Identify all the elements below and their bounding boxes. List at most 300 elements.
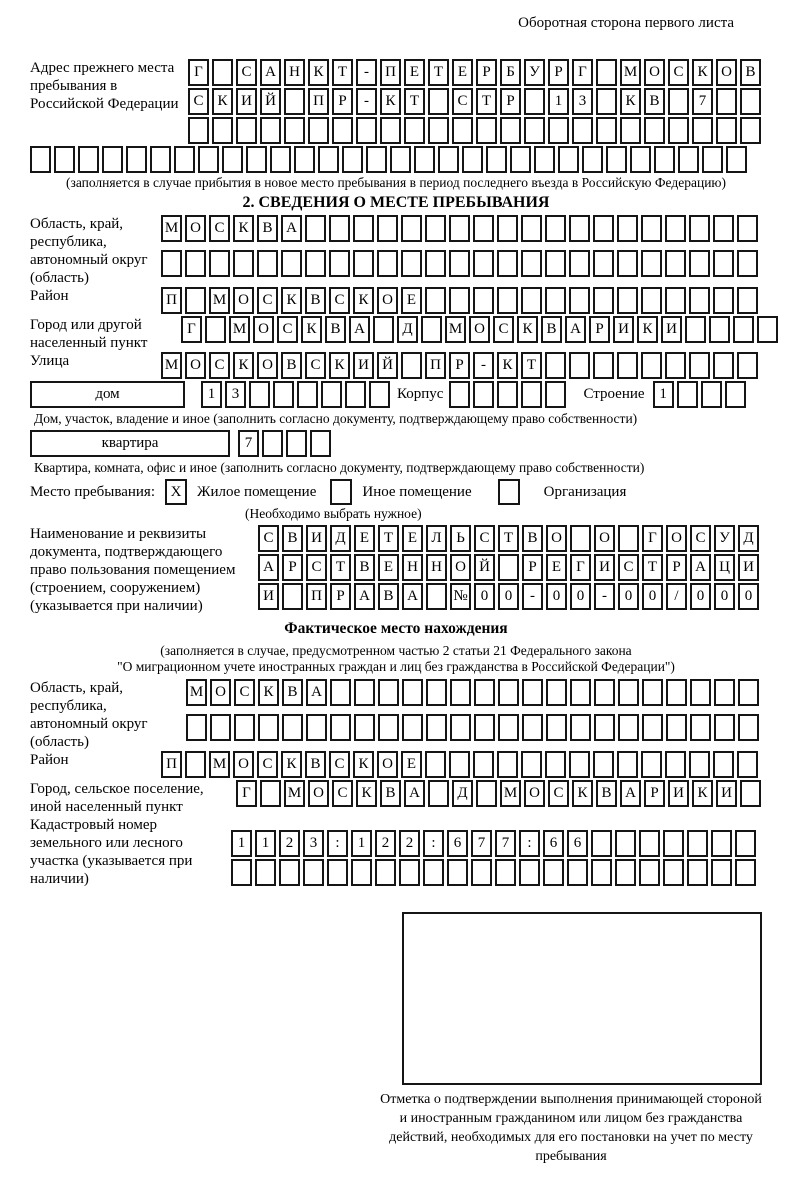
char-box [447,859,468,886]
char-box [678,146,699,173]
char-box [305,215,326,242]
char-box [332,117,353,144]
mesto-prebyvaniya-row [30,479,762,505]
char-box [351,859,372,886]
char-box-row [188,117,764,144]
s2-dom-row [30,381,762,410]
char-box [716,117,737,144]
char-box: 1 [653,381,674,408]
char-box [473,215,494,242]
char-box [690,679,711,706]
char-box [303,859,324,886]
char-box [497,381,518,408]
char-box [687,859,708,886]
char-box [473,381,494,408]
kvartira-type-box: квартира [30,430,230,457]
char-box: К [497,352,518,379]
char-box: С [329,287,350,314]
char-box: О [524,780,545,807]
char-box [497,287,518,314]
char-box: : [519,830,540,857]
char-box: К [233,352,254,379]
char-box: И [613,316,634,343]
char-box: Е [378,554,399,581]
char-box [725,381,746,408]
char-box [709,316,730,343]
char-box: Т [428,59,449,86]
char-box: С [306,554,327,581]
char-box: О [716,59,737,86]
char-box [641,250,662,277]
stroenie-label: Строение [583,386,645,402]
char-box: О [594,525,615,552]
char-box: А [620,780,641,807]
s2-kvartira-row [30,430,762,459]
char-box [668,88,689,115]
char-box [740,117,761,144]
char-box [329,250,350,277]
char-box [713,751,734,778]
char-box [366,146,387,173]
document-boxes [258,525,762,612]
char-box [321,381,342,408]
char-box: В [522,525,543,552]
char-box [716,88,737,115]
char-box [630,146,651,173]
char-box [126,146,147,173]
char-box [282,583,303,610]
zhiloe-checkbox: X [165,479,187,505]
char-box: № [450,583,471,610]
char-box [546,679,567,706]
zhiloe-label: Жилое помещение [197,484,317,500]
char-box [450,679,471,706]
char-box: К [692,59,713,86]
char-box [690,714,711,741]
char-box: Р [330,583,351,610]
char-box [210,714,231,741]
char-box [327,859,348,886]
char-box [615,859,636,886]
char-box [102,146,123,173]
char-box [569,250,590,277]
fact-oblast-row [30,679,762,751]
char-box: И [258,583,279,610]
char-box [428,780,449,807]
char-box: Р [589,316,610,343]
char-box: Т [404,88,425,115]
char-box [596,59,617,86]
char-box: С [668,59,689,86]
char-box: М [161,215,182,242]
org-label: Организация [543,484,627,500]
char-box [330,714,351,741]
char-box: О [233,287,254,314]
char-box: В [325,316,346,343]
char-box: Е [354,525,375,552]
char-box: - [594,583,615,610]
char-box: О [546,525,567,552]
char-box: В [378,583,399,610]
fact-raion-row [30,751,762,780]
char-box [543,859,564,886]
char-box [426,583,447,610]
char-box [345,381,366,408]
char-box [569,215,590,242]
char-box [390,146,411,173]
dom-note: Дом, участок, владение и иное (заполнить согласно документу, подтверждающему право собственности) [34,411,638,426]
char-box [617,215,638,242]
char-box: 0 [498,583,519,610]
char-box [497,250,518,277]
char-box [377,215,398,242]
char-box [449,381,470,408]
char-box [522,714,543,741]
char-box [740,780,761,807]
char-box [330,679,351,706]
char-box: П [380,59,401,86]
char-box: К [301,316,322,343]
char-box [641,751,662,778]
char-box-row [186,679,762,706]
char-box: 0 [570,583,591,610]
fact-kadastr-label: Кадастровый номер земельного или лесного участка (указывается при наличии) [30,817,193,887]
char-box [591,830,612,857]
char-box [185,287,206,314]
char-box: М [209,751,230,778]
char-box [702,146,723,173]
char-box [421,316,442,343]
char-box [246,146,267,173]
document-block [30,525,762,615]
char-box: К [353,751,374,778]
char-box-row [161,352,761,379]
char-box [236,117,257,144]
char-box [738,714,759,741]
char-box: К [356,780,377,807]
char-box [297,381,318,408]
fact-note1: (заполняется в случае, предусмотренном частью 2 статьи 21 Федерального закона [160,643,632,658]
char-box [545,352,566,379]
char-box: М [209,287,230,314]
char-box: С [209,215,230,242]
char-box [498,714,519,741]
char-box [150,146,171,173]
char-box [438,146,459,173]
char-box: Л [426,525,447,552]
char-box [738,679,759,706]
char-box: Й [474,554,495,581]
char-box [666,714,687,741]
char-box [353,215,374,242]
char-box [233,250,254,277]
char-box [414,146,435,173]
char-box-row [188,88,764,115]
char-box [641,352,662,379]
char-box [524,88,545,115]
char-box [486,146,507,173]
char-box [54,146,75,173]
char-box [510,146,531,173]
char-box [205,316,226,343]
char-box [596,117,617,144]
korpus-label: Корпус [397,386,444,402]
char-box [737,250,758,277]
char-box: У [714,525,735,552]
char-box [545,215,566,242]
char-box: Е [546,554,567,581]
char-box: Р [666,554,687,581]
char-box: П [161,287,182,314]
prev-address-note: (заполняется в случае прибытия в новое место пребывания в период последнего въезда в Российскую Федерацию) [65,175,727,190]
char-box: С [305,352,326,379]
char-box: А [349,316,370,343]
char-box [222,146,243,173]
char-box: 0 [690,583,711,610]
char-box [617,287,638,314]
char-box [617,352,638,379]
char-box [282,714,303,741]
s2-raion-row [30,287,762,316]
char-box [380,117,401,144]
char-box [689,751,710,778]
char-box [354,714,375,741]
char-box [737,215,758,242]
char-box: / [666,583,687,610]
char-box [452,117,473,144]
char-box: А [565,316,586,343]
char-box [495,859,516,886]
char-box: В [541,316,562,343]
char-box: О [666,525,687,552]
char-box: Р [548,59,569,86]
char-box [663,830,684,857]
char-box: И [306,525,327,552]
char-box: К [308,59,329,86]
char-box [740,88,761,115]
char-box: О [377,287,398,314]
char-box: Е [402,525,423,552]
char-box [689,215,710,242]
page-header-note: Оборотная сторона первого листа [518,15,734,31]
char-box: С [257,287,278,314]
char-box-row [161,751,761,778]
char-box [212,117,233,144]
char-box: В [740,59,761,86]
char-box: Д [738,525,759,552]
char-box-row [161,250,761,277]
char-box [286,430,307,457]
char-box [284,117,305,144]
char-box: 1 [351,830,372,857]
char-box [423,859,444,886]
char-box: 0 [474,583,495,610]
char-box: - [522,583,543,610]
char-box [569,352,590,379]
s2-gorod-label: Город или другой населенный пункт [30,317,148,351]
s2-ulitsa-row [30,352,762,381]
char-box [428,117,449,144]
char-box [713,250,734,277]
fact-raion-label: Район [30,752,69,768]
char-box [685,316,706,343]
char-box [378,714,399,741]
char-box: Т [476,88,497,115]
char-box [402,714,423,741]
char-box: 1 [255,830,276,857]
char-box [737,352,758,379]
char-box: Й [377,352,398,379]
char-box: 0 [714,583,735,610]
char-box: К [281,287,302,314]
char-box: 0 [618,583,639,610]
char-box [401,250,422,277]
char-box [281,250,302,277]
prev-address-label: Адрес прежнего места пребывания в Российской Федерации [30,60,179,112]
char-box: 0 [738,583,759,610]
char-box: С [236,59,257,86]
char-box [593,352,614,379]
char-box: В [380,780,401,807]
char-box: Д [397,316,418,343]
char-box [249,381,270,408]
char-box: М [186,679,207,706]
char-box: Г [181,316,202,343]
char-box [663,859,684,886]
char-box [521,381,542,408]
char-box [428,88,449,115]
char-box [714,714,735,741]
char-box: Г [570,554,591,581]
char-box [570,525,591,552]
char-box: 6 [447,830,468,857]
char-box [687,830,708,857]
s2-raion-label: Район [30,288,69,304]
char-box: О [210,679,231,706]
char-box-row [258,554,762,581]
char-box-row [161,215,761,242]
char-box [497,751,518,778]
fact-kadastr-row [30,816,762,888]
char-box [402,679,423,706]
char-box [401,352,422,379]
char-box: Р [332,88,353,115]
char-box [500,117,521,144]
prev-address-boxes [188,59,764,146]
stamp-box [402,912,762,1085]
char-box [593,751,614,778]
char-box: - [356,59,377,86]
char-box [689,352,710,379]
char-box [260,117,281,144]
char-box [639,830,660,857]
char-box: Н [284,59,305,86]
char-box-row [186,714,762,741]
char-box: О [469,316,490,343]
char-box-row [653,381,749,408]
char-box [258,714,279,741]
char-box: 2 [375,830,396,857]
char-box: : [327,830,348,857]
mesto-note: (Необходимо выбрать нужное) [245,506,422,521]
char-box [257,250,278,277]
char-box: Р [449,352,470,379]
char-box: А [260,59,281,86]
char-box: А [354,583,375,610]
char-box: - [356,88,377,115]
char-box [567,859,588,886]
char-box [641,215,662,242]
char-box [294,146,315,173]
char-box [644,117,665,144]
char-box: Р [500,88,521,115]
char-box: Е [401,751,422,778]
char-box [305,250,326,277]
char-box: С [474,525,495,552]
char-box: 7 [692,88,713,115]
char-box-row [201,381,393,408]
char-box: А [306,679,327,706]
kvartira-note: Квартира, комната, офис и иное (заполнить согласно документу, подтверждающему право собственности) [34,460,645,475]
char-box [665,287,686,314]
char-box-row [161,287,761,314]
char-box [329,215,350,242]
char-box [369,381,390,408]
char-box [733,316,754,343]
char-box: И [594,554,615,581]
char-box [666,679,687,706]
char-box [450,714,471,741]
char-box [665,250,686,277]
char-box [279,859,300,886]
char-box: М [620,59,641,86]
char-box [593,250,614,277]
char-box [735,859,756,886]
char-box: С [548,780,569,807]
char-box [615,830,636,857]
char-box: К [517,316,538,343]
char-box [569,751,590,778]
char-box: 7 [238,430,259,457]
char-box: К [380,88,401,115]
char-box: К [233,215,254,242]
stamp-caption: Отметка о подтверждении выполнения принимающей стороной и иностранным гражданином или лицом без гражданства действий, необходимых для его постановки на учет по месту пребывания [380,1092,762,1164]
char-box [498,554,519,581]
char-box: Д [330,525,351,552]
char-box [572,117,593,144]
char-box: П [425,352,446,379]
char-box [498,679,519,706]
char-box [606,146,627,173]
char-box [593,287,614,314]
char-box: 1 [231,830,252,857]
char-box: О [308,780,329,807]
char-box: К [692,780,713,807]
org-checkbox [498,479,520,505]
char-box: 1 [548,88,569,115]
char-box: Е [404,59,425,86]
char-box [665,215,686,242]
char-box [255,859,276,886]
char-box: К [637,316,658,343]
char-box: Г [236,780,257,807]
char-box [497,215,518,242]
char-box [476,117,497,144]
char-box: 3 [303,830,324,857]
char-box [262,430,283,457]
char-box [618,525,639,552]
char-box [270,146,291,173]
